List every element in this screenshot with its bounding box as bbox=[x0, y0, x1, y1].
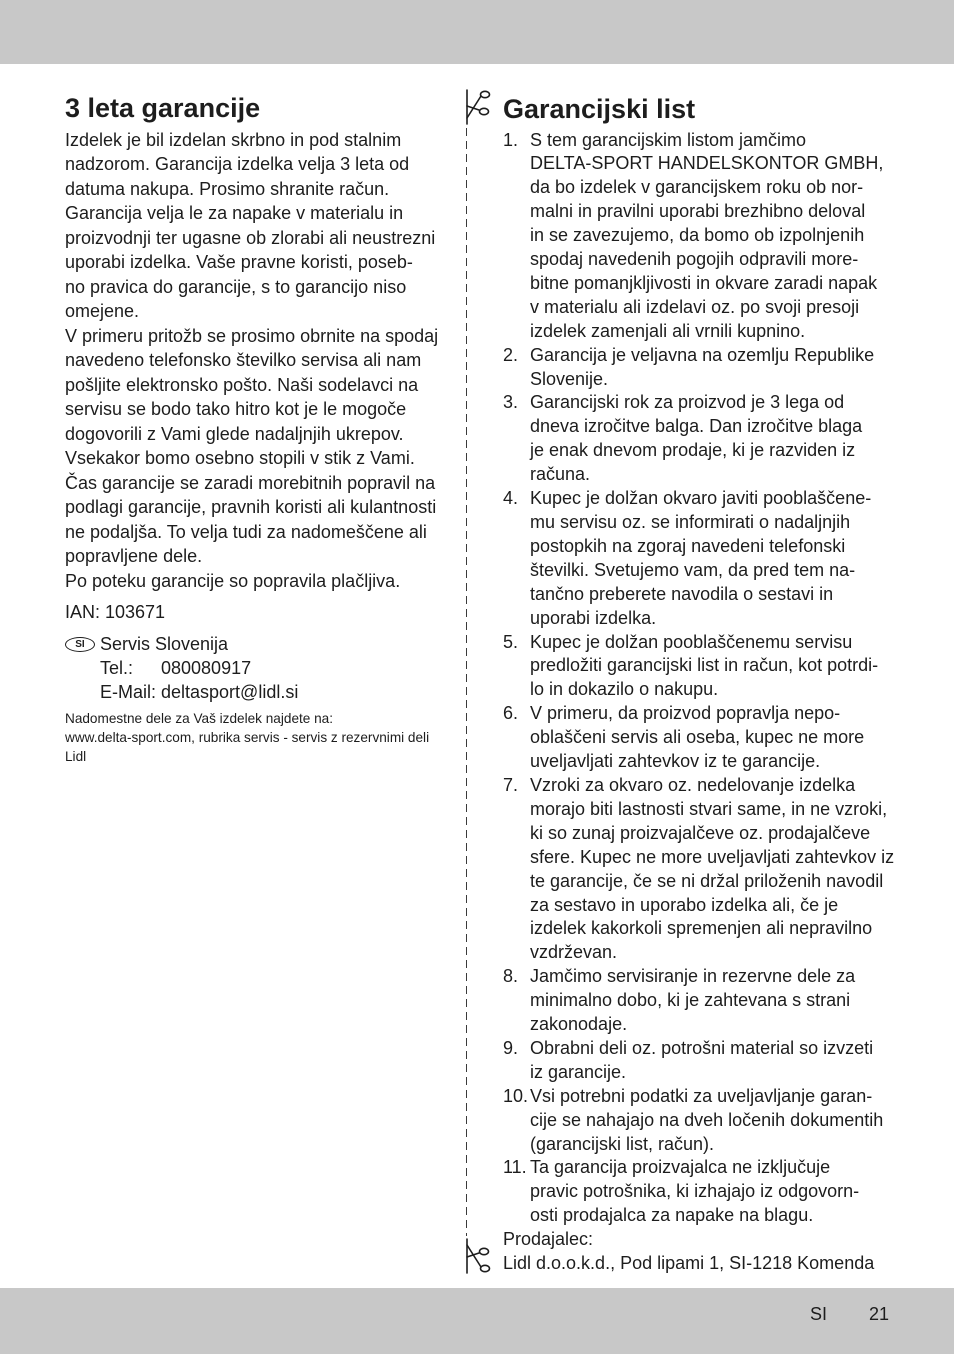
condition-line: S tem garancijskim listom jamčimo bbox=[530, 129, 807, 150]
condition-line: Kupec je dolžan okvaro javiti pooblaščene- bbox=[530, 488, 872, 509]
condition-number: 7. bbox=[503, 774, 519, 795]
seller-label: Prodajalec: bbox=[503, 1229, 594, 1250]
condition-line: cije se nahajajo na dveh ločenih dokumentih bbox=[530, 1109, 884, 1130]
scissors-icon bbox=[461, 88, 493, 126]
condition-line: (garancijski list, račun). bbox=[530, 1133, 715, 1154]
condition-number: 1. bbox=[503, 129, 519, 150]
condition-line: Slovenije. bbox=[530, 368, 609, 389]
ian-number: IAN: 103671 bbox=[65, 601, 166, 622]
condition-5 bbox=[503, 631, 894, 703]
condition-line: številki. Svetujemo vam, da pred tem na- bbox=[530, 559, 856, 580]
body-line: uporabi izdelka. Vaše pravne koristi, poseb- bbox=[65, 252, 413, 272]
body-line: Garancija velja le za napake v materialu in bbox=[65, 203, 404, 223]
warranty-card-title: Garancijski list bbox=[503, 93, 696, 124]
condition-line: pravic potrošnika, ki izhajajo iz odgovorn- bbox=[530, 1181, 860, 1202]
condition-line: uporabi izdelka. bbox=[530, 607, 657, 628]
condition-line: Kupec je dolžan pooblaščenemu servisu bbox=[530, 631, 853, 652]
condition-line: za sestavo in uporabo izdelka ali, če je bbox=[530, 894, 839, 915]
scissors-icon bbox=[461, 1237, 493, 1275]
spare-parts-note bbox=[65, 709, 429, 766]
condition-3 bbox=[503, 391, 894, 487]
body-line: omejene. bbox=[65, 301, 140, 321]
condition-number: 4. bbox=[503, 488, 519, 509]
condition-line: predložiti garancijski list in račun, kot potrdi- bbox=[530, 655, 879, 676]
condition-line: spodaj navedenih pogojih odpravili more- bbox=[530, 249, 859, 270]
condition-line: Garancija je veljavna na ozemlju Republike bbox=[530, 344, 875, 365]
condition-line: računa. bbox=[530, 464, 591, 485]
body-line: podlagi garancije, pravnih koristi ali kulantnosti bbox=[65, 497, 437, 517]
condition-line: te garancije, če se ni držal priloženih navodil bbox=[530, 870, 884, 891]
condition-number: 10. bbox=[503, 1085, 529, 1106]
body-line: Čas garancije se zaradi morebitnih popravil na bbox=[65, 472, 436, 493]
service-name: Servis Slovenija bbox=[100, 633, 229, 654]
body-line: servisu se bodo tako hitro kot je le mogoče bbox=[65, 399, 407, 419]
condition-number: 5. bbox=[503, 631, 519, 652]
condition-number: 3. bbox=[503, 392, 519, 413]
condition-number: 9. bbox=[503, 1037, 519, 1058]
condition-line: da bo izdelek v garancijskem roku ob nor- bbox=[530, 177, 864, 198]
note-line: www.delta-sport.com, rubrika servis - servis z rezervnimi deli bbox=[65, 730, 430, 746]
condition-line: zakonodaje. bbox=[530, 1014, 628, 1035]
condition-line: Vzroki za okvaro oz. nedelovanje izdelka bbox=[530, 774, 856, 795]
condition-line: iz garancije. bbox=[530, 1061, 627, 1082]
body-line: Po poteku garancije so popravila plačljiva. bbox=[65, 570, 401, 591]
warranty-conditions bbox=[503, 129, 894, 1277]
condition-number: 6. bbox=[503, 703, 519, 724]
condition-line: DELTA-SPORT HANDELSKONTOR GMBH, bbox=[530, 153, 884, 174]
body-line: datuma nakupa. Prosimo shranite račun. bbox=[65, 178, 390, 199]
page-number: 21 bbox=[869, 1304, 890, 1324]
condition-line: in se zavezujemo, da bomo ob izpolnjenih bbox=[530, 225, 865, 246]
body-line: Izdelek je bil izdelan skrbno in pod stalnim bbox=[65, 129, 402, 150]
condition-line: Jamčimo servisiranje in rezervne dele za bbox=[530, 966, 856, 987]
body-line: navedeno telefonsko številko servisa ali nam bbox=[65, 350, 422, 370]
cut-line bbox=[466, 128, 467, 1236]
condition-line: ki so zunaj proizvajalčeve oz. prodajalčeve bbox=[530, 822, 871, 843]
condition-11 bbox=[503, 1156, 894, 1228]
country-badge: SI bbox=[65, 637, 95, 652]
condition-line: Vsi potrebni podatki za uveljavljanje garan- bbox=[530, 1085, 873, 1106]
condition-line: izdelek kakorkoli spremenjen ali nepravilno bbox=[530, 918, 873, 939]
condition-line: Obrabni deli oz. potrošni material so izvzeti bbox=[530, 1037, 874, 1058]
service-tel: 080080917 bbox=[161, 657, 252, 678]
body-line: dogovorili z Vami glede nadaljnjih ukrepov. bbox=[65, 423, 404, 444]
header-band bbox=[0, 0, 954, 64]
body-line: popravljene dele. bbox=[65, 546, 203, 566]
condition-line: tančno preberete navodila o sestavi in bbox=[530, 583, 834, 604]
condition-line: morajo biti lastnosti stvari same, in ne vzroki, bbox=[530, 798, 888, 819]
condition-7 bbox=[503, 774, 894, 965]
body-line: no pravica do garancije, s to garancijo niso bbox=[65, 276, 407, 297]
body-line: Vsekakor bomo osebno stopili v stik z Vami. bbox=[65, 448, 415, 468]
condition-4 bbox=[503, 487, 894, 630]
condition-line: postopkih na zgoraj navedeni telefonski bbox=[530, 535, 846, 556]
condition-line: dneva izročitve balga. Dan izročitve blaga bbox=[530, 416, 863, 437]
condition-line: V primeru, da proizvod popravlja nepo- bbox=[530, 703, 841, 724]
condition-10 bbox=[503, 1085, 894, 1157]
condition-line: Ta garancija proizvajalca ne izključuje bbox=[530, 1157, 831, 1178]
condition-line: v materialu ali izdelavi oz. po svoji presoji bbox=[530, 296, 860, 317]
seller-address: Lidl d.o.o.k.d., Pod lipami 1, SI-1218 Komenda bbox=[503, 1253, 875, 1274]
condition-line: osti prodajalca za napake na blagu. bbox=[530, 1205, 814, 1226]
service-email: E-Mail: deltasport@lidl.si bbox=[100, 681, 299, 702]
body-line: proizvodnji ter ugasne ob zlorabi ali neustrezni bbox=[65, 227, 436, 248]
condition-line: uveljavljati zahtevkov iz te garancije. bbox=[530, 751, 821, 772]
condition-6 bbox=[503, 702, 894, 774]
condition-line: Garancijski rok za proizvod je 3 lega od bbox=[530, 392, 845, 413]
condition-number: 2. bbox=[503, 344, 519, 365]
condition-line: izdelek zamenjali ali vrnili kupnino. bbox=[530, 320, 806, 341]
condition-8 bbox=[503, 965, 894, 1037]
condition-number: 11. bbox=[503, 1157, 527, 1178]
body-line: nadzorom. Garancija izdelka velja 3 leta od bbox=[65, 154, 410, 174]
condition-line: je enak dnevom prodaje, ki je razviden iz bbox=[530, 440, 856, 461]
condition-line: lo in dokazilo o nakupu. bbox=[530, 679, 719, 700]
condition-line: malni in pravilni uporabi brezhibno deloval bbox=[530, 201, 866, 222]
condition-9 bbox=[503, 1037, 894, 1085]
condition-line: mu servisu oz. se informirati o nadaljnjih bbox=[530, 512, 851, 532]
condition-line: sfere. Kupec ne more uveljavljati zahtevkov iz bbox=[530, 846, 895, 867]
condition-line: oblaščeni servis ali oseba, kupec ne more bbox=[530, 727, 865, 748]
service-tel-label: Tel.: bbox=[100, 657, 134, 678]
condition-1 bbox=[503, 129, 894, 344]
warranty-body bbox=[65, 128, 438, 594]
note-line: Lidl bbox=[65, 749, 87, 765]
condition-line: bitne pomanjkljivosti in okvare zaradi napak bbox=[530, 272, 878, 293]
condition-line: vzdrževan. bbox=[530, 942, 618, 963]
condition-number: 8. bbox=[503, 966, 519, 987]
warranty-title: 3 leta garancije bbox=[65, 92, 261, 123]
language-code: SI bbox=[810, 1304, 828, 1324]
body-line: pošljite elektronsko pošto. Naši sodelavci na bbox=[65, 374, 419, 395]
condition-line: minimalno dobo, ki je zahtevana s strani bbox=[530, 990, 851, 1011]
body-line: V primeru pritožb se prosimo obrnite na spodaj bbox=[65, 325, 439, 346]
note-line: Nadomestne dele za Vaš izdelek najdete na: bbox=[65, 711, 334, 727]
body-line: ne podaljša. To velja tudi za nadomeščene ali bbox=[65, 521, 427, 542]
condition-2 bbox=[503, 344, 894, 392]
